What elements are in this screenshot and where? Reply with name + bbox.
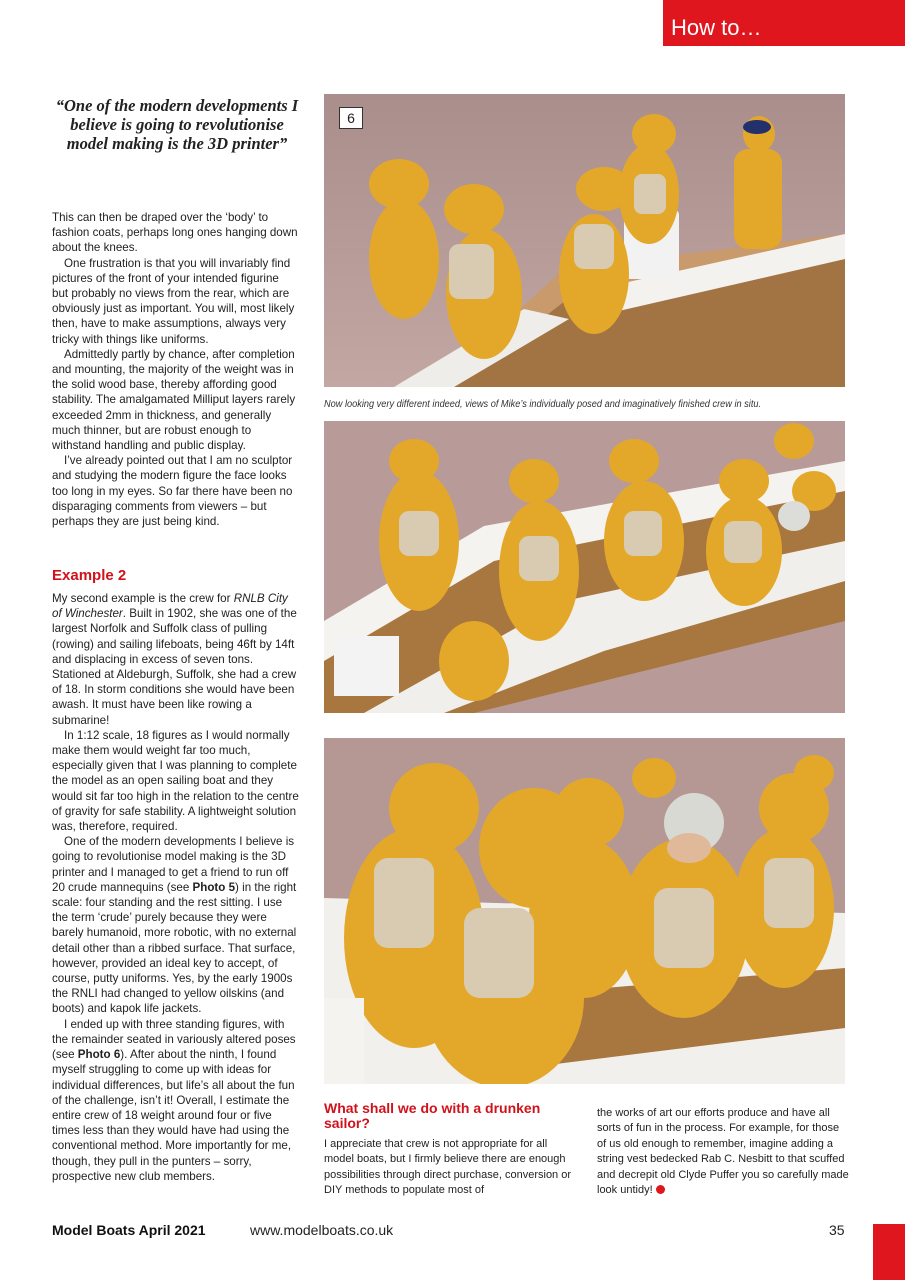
photo-reference: Photo 5 bbox=[192, 880, 236, 894]
text-span: . Built in 1902, she was one of the largest Norfolk and Suffolk class of pulling (rowing) and sailing lifeboats, being 46ft by 14ft and displacing in excess of seven tons. Stationed at Aldeburgh, Suffolk, she had a crew of 18. In storm conditions she would have been awash. It must have been like rowing a submarine! bbox=[52, 607, 297, 727]
paragraph: This can then be draped over the ‘body’ to fashion coats, perhaps long ones hanging down about the knees. bbox=[52, 211, 298, 255]
crew-photo-1 bbox=[324, 94, 845, 387]
sidebar-heading: What shall we do with a drunken sailor? bbox=[324, 1100, 541, 1131]
paragraph: I appreciate that crew is not appropriate for all model boats, but I firmly believe there are enough possibilities through direct purchase, conversion or DIY methods to populate most of bbox=[324, 1138, 572, 1197]
paragraph: I’ve already pointed out that I am no sculptor and studying the modern figure the face looks too long in my eyes. So far there have been no disparaging comments from viewers – but perhaps they are just being kind. bbox=[52, 454, 293, 529]
photo-caption: Now looking very different indeed, views of Mike’s individually posed and imaginatively finished crew in situ. bbox=[324, 399, 762, 410]
text-span: ) in the right scale: four standing and the rest sitting. I use the term ‘crude’ purely because they were barely humanoid, more robotic, with no external detail other than a ribbed surface. That surface, however, provided an ideal key to accept, of course, putty uniforms. Yes, by the early 1900s the RNLI had changed to yellow oilskins (and boots) and kapok life jackets. bbox=[52, 880, 297, 1016]
paragraph: One frustration is that you will invariably find pictures of the front of your intended figurine but probably no views from the rear, which are obviously just as important. You will, most likely then, have to make assumptions, always very tricky with things like uniforms. bbox=[52, 256, 295, 346]
paragraph: In 1:12 scale, 18 figures as I would normally make them would weight far too much, especially given that I was planning to complete the model as an open sailing boat and they would sit far too high in the relation to the centre of gravity for safe stability. A lightweight solution was, therefore, required. bbox=[52, 728, 299, 834]
end-mark-icon bbox=[656, 1185, 665, 1194]
paragraph bbox=[52, 591, 300, 728]
website-url: www.modelboats.co.uk bbox=[250, 1222, 394, 1238]
paragraph bbox=[597, 1106, 851, 1198]
text-span: ). After about the ninth, I found myself struggling to come up with ideas for individual differences, but life’s all about the fun of the challenge, isn’t it! Overall, I estimate the entire crew of 18 weight around four or five times less than they would have had using the conventional method. More importantly for me, though, they pull in the punters – sorry, prospective new club members. bbox=[52, 1048, 295, 1183]
paragraph: Admittedly partly by chance, after completion and mounting, the majority of the weight was in the solid wood base, thereby affording good stability. The amalgamated Milliput layers rarely exceeded 2mm in thickness, and generally much thinner, but are robust enough to withstand handling and public display. bbox=[52, 347, 296, 453]
crew-photo-2 bbox=[324, 421, 845, 713]
paragraph bbox=[52, 1017, 300, 1184]
text-span: My second example is the crew for bbox=[52, 592, 234, 605]
sidebar-column-1 bbox=[324, 1137, 574, 1199]
text-span: I ended up with three standing figures, with the remainder seated in variously altered poses (see bbox=[52, 1017, 296, 1062]
body-column-1 bbox=[52, 210, 298, 529]
photo-number-label: 6 bbox=[339, 107, 363, 129]
sidebar-column-2 bbox=[597, 1106, 851, 1198]
crew-photo-3 bbox=[324, 738, 845, 1084]
text-span: the works of art our efforts produce and have all sorts of fun in the process. For example, for those of us old enough to remember, imagine adding a string vest bedecked Rab C. Nesbitt to that scuffed and decrepit old Clyde Puffer you so carefully made look untidy! bbox=[597, 1107, 849, 1197]
boat-name: RNLB City of Winchester bbox=[52, 592, 288, 621]
paragraph bbox=[52, 834, 300, 1016]
page-number: 35 bbox=[829, 1222, 845, 1238]
text-span: One of the modern developments I believe is going to revolutionise model making is the 3D printer and I managed to get a friend to run off 20 crude mannequins (see bbox=[52, 835, 295, 894]
example-2-heading: Example 2 bbox=[52, 567, 127, 584]
section-tab: How to… bbox=[663, 0, 905, 46]
pull-quote: “One of the modern developments I believe is going to revolutionise model making is the 3D printer” bbox=[55, 96, 299, 153]
magazine-name: Model Boats April 2021 bbox=[52, 1222, 206, 1238]
body-column-2 bbox=[52, 591, 300, 1184]
photo-reference: Photo 6 bbox=[77, 1048, 121, 1062]
page-corner-tab bbox=[873, 1224, 905, 1280]
